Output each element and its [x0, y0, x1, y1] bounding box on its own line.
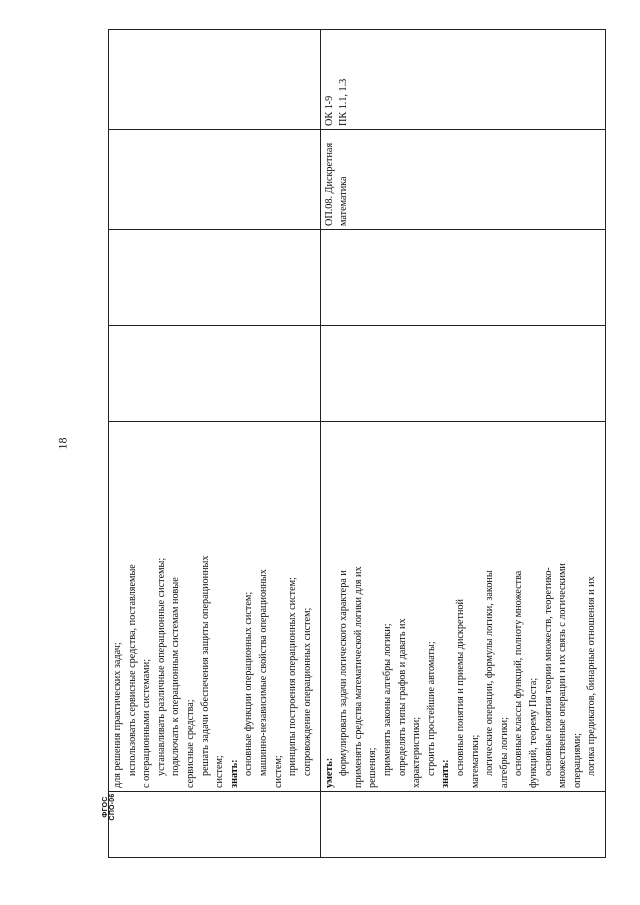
content-line: машинно-независимые свойства операционных: [257, 569, 269, 776]
competences-cell: [109, 30, 321, 130]
curriculum-table: [108, 29, 606, 858]
content-line: основные функции операционных систем;: [243, 591, 255, 776]
discipline-cell: [109, 130, 321, 230]
content-line: уметь:: [323, 757, 335, 788]
competence-professional: ПК 1.1, 1.3: [338, 78, 350, 126]
content-line: систем;: [272, 755, 284, 788]
content-line: основные понятия теории множеств, теоретико-: [542, 567, 554, 776]
content-line: сервисные средства;: [184, 699, 196, 788]
content-cell: [320, 422, 605, 792]
content-line: строить простейшие автоматы;: [425, 641, 437, 776]
page-number: 18: [55, 437, 70, 450]
content-line: знать:: [228, 759, 240, 788]
hours-max-cell: [320, 326, 605, 422]
content-line: определять типы графов и давать их: [396, 618, 408, 776]
curriculum-table-rotated: [108, 30, 606, 858]
content-line: операциями;: [571, 732, 583, 788]
competence-general: ОК 1-9: [323, 95, 335, 126]
content-line: решать задачи обеспечения защиты операционных: [199, 555, 211, 776]
content-line: формулировать задачи логического характера и: [338, 570, 350, 776]
content-line: применять средства математической логики для их: [352, 566, 364, 788]
content-line: применять законы алгебры логики;: [381, 623, 393, 776]
hours-req-cell: [109, 230, 321, 326]
content-line: сопровождение операционных систем;: [301, 607, 313, 776]
content-line: математики;: [469, 734, 481, 788]
content-line: с операционными системами;: [141, 658, 153, 788]
competences-cell: [320, 30, 605, 130]
hours-req-cell: [320, 230, 605, 326]
content-line: принципы построения операционных систем;: [287, 577, 299, 776]
table-row: [320, 30, 605, 858]
content-line: для решения практических задач;: [112, 642, 123, 788]
footer-code: ФГОС СПО-06: [102, 793, 116, 821]
content-line: множественные операции и их связь с логическими: [557, 563, 569, 788]
content-line: функций, теорему Поста;: [527, 677, 539, 788]
content-line: характеристики;: [411, 716, 423, 788]
content-line: основные понятия и приемы дискретной: [454, 599, 466, 776]
table-row: [109, 30, 321, 858]
content-line: основные классы функций, полноту множества: [513, 570, 525, 776]
hours-max-cell: [109, 326, 321, 422]
code-cell: [320, 792, 605, 858]
content-cell: [109, 422, 321, 792]
content-line: использовать сервисные средства, поставляемые: [126, 564, 138, 776]
content-line: логика предикатов, бинарные отношения и их: [586, 576, 598, 776]
content-line: логические операции, формулы логики, законы: [484, 570, 496, 776]
content-line: систем;: [214, 755, 226, 788]
content-line: решения;: [367, 747, 379, 788]
content-line: знать:: [440, 759, 452, 788]
content-line: подключать к операционным системам новые: [170, 577, 182, 776]
code-cell: [109, 792, 321, 858]
content-line: устанавливать различные операционные системы;: [155, 557, 167, 776]
content-line: алгебры логики;: [498, 717, 510, 788]
discipline-cell: ОП.08. Дискретная математика: [320, 130, 605, 230]
